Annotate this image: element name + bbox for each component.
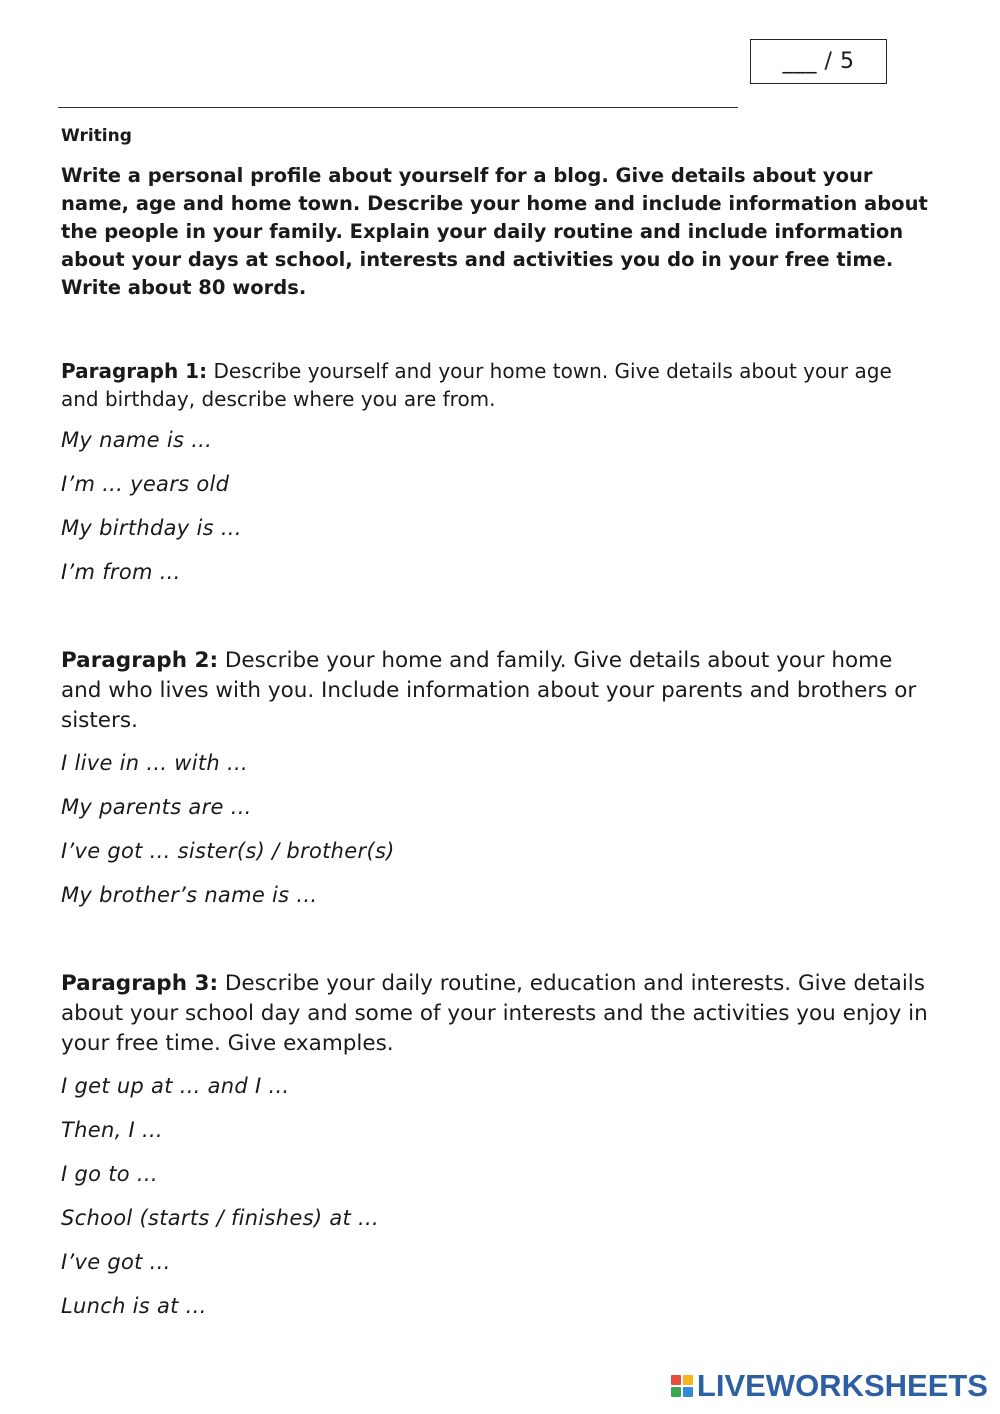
paragraph-3-section <box>61 969 931 1328</box>
paragraph-2-instruction: Describe your home and family. Give details about your home and who lives with you. Include information about your parents and brothers or sisters. <box>61 648 917 733</box>
paragraph-3-heading <box>61 969 931 1059</box>
section-label: Writing <box>61 126 132 146</box>
prompt-line: I get up at ... and I ... <box>61 1074 290 1098</box>
paragraph-2-heading <box>61 646 931 736</box>
paragraph-2-section <box>61 646 931 917</box>
paragraph-1-section <box>61 357 931 594</box>
paragraph-1-prompts <box>61 418 931 594</box>
paragraph-1-instruction: Describe yourself and your home town. Give details about your age and birthday, describe where you are from. <box>61 359 892 411</box>
prompt-line: I’m ... years old <box>61 472 230 496</box>
prompt-line: My brother’s name is ... <box>61 883 318 907</box>
paragraph-2-label: Paragraph 2: <box>61 648 219 673</box>
prompt-line: Lunch is at ... <box>61 1294 207 1318</box>
paragraph-3-instruction: Describe your daily routine, education and interests. Give details about your school day and some of your interests and the activities you enjoy in your free time. Give examples. <box>61 971 928 1056</box>
prompt-line: I’ve got ... <box>61 1250 171 1274</box>
prompt-line: I’ve got ... sister(s) / brother(s) <box>61 839 395 863</box>
prompt-line: My parents are ... <box>61 795 252 819</box>
paragraph-3-prompts <box>61 1064 931 1328</box>
prompt-line: I’m from ... <box>61 560 181 584</box>
prompt-line: School (starts / finishes) at ... <box>61 1206 379 1230</box>
score-box <box>750 39 887 84</box>
score-text: ___ / 5 <box>782 49 855 74</box>
paragraph-2-prompts <box>61 741 931 917</box>
liveworksheets-logo-icon <box>671 1375 693 1397</box>
paragraph-1-label: Paragraph 1: <box>61 359 208 383</box>
prompt-line: I live in ... with ... <box>61 751 248 775</box>
paragraph-1-heading <box>61 357 931 413</box>
liveworksheets-brand[interactable] <box>671 1368 988 1404</box>
prompt-line: My birthday is ... <box>61 516 242 540</box>
prompt-line: I go to ... <box>61 1162 158 1186</box>
task-instructions: Write a personal profile about yourself for a blog. Give details about your name, age and home town. Describe your home and include information about the people in your family. Explain your daily routine and include information about your days at school, interests and activities you do in your free time. Write about 80 words. <box>61 164 928 299</box>
prompt-line: Then, I ... <box>61 1118 163 1142</box>
header-divider <box>58 107 738 108</box>
prompt-line: My name is ... <box>61 428 213 452</box>
brand-name: LIVEWORKSHEETS <box>696 1368 988 1403</box>
paragraph-3-label: Paragraph 3: <box>61 971 219 996</box>
